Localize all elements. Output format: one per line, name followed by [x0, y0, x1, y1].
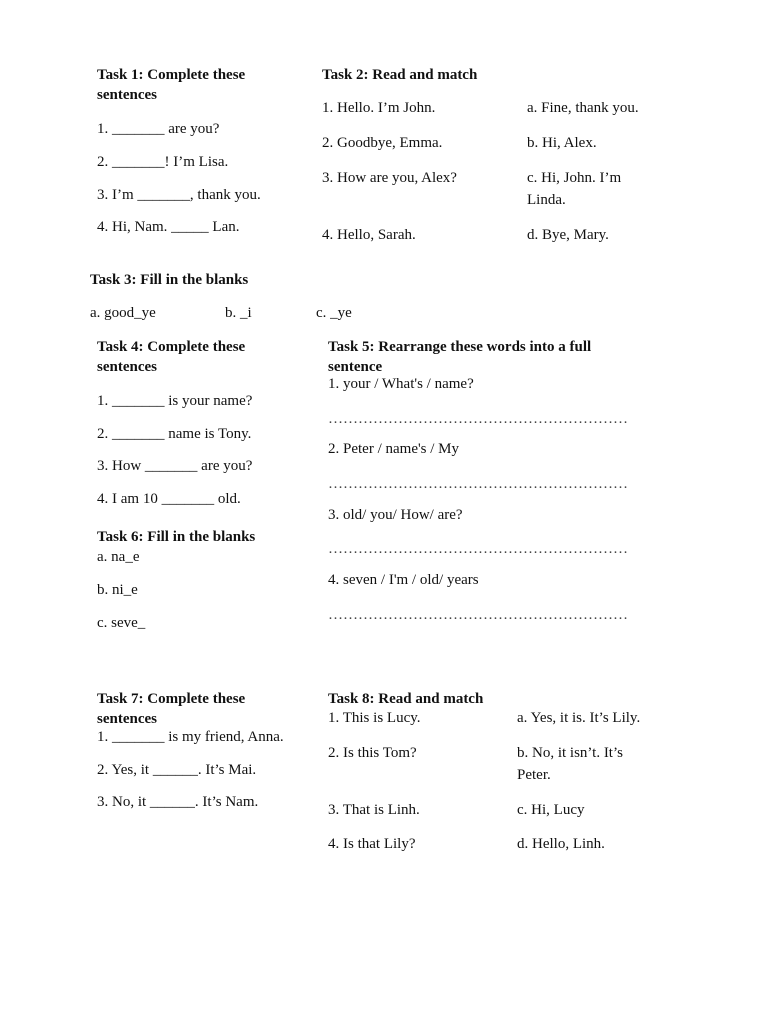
task4-item-2: 2. _______ name is Tony.: [97, 426, 252, 442]
task7-title: Task 7: Complete these sentences: [97, 691, 246, 727]
task1-item-1: 1. _______ are you?: [97, 121, 220, 137]
task5-title: Task 5: Rearrange these words into a full sentence: [328, 339, 592, 375]
task6-item-b: b. ni_e: [97, 582, 138, 598]
task6-title: Task 6: Fill in the blanks: [97, 529, 256, 545]
task5-item-1: 1. your / What's / name?: [328, 376, 474, 392]
task7-item-3: 3. No, it ______. It’s Nam.: [97, 794, 259, 810]
task5-answer-line-3: ……………………………………………………: [328, 541, 628, 557]
task8-right-b: b. No, it isn’t. It’s Peter.: [517, 745, 623, 783]
task3-item-c: c. _ye: [316, 305, 352, 321]
task3-item-b: b. _i: [225, 305, 252, 321]
task5-item-4: 4. seven / I'm / old/ years: [328, 572, 479, 588]
task2-right-c: c. Hi, John. I’m Linda.: [527, 170, 622, 208]
task8-right-d: d. Hello, Linh.: [517, 836, 605, 852]
task2-title: Task 2: Read and match: [322, 67, 478, 83]
task1-item-4: 4. Hi, Nam. _____ Lan.: [97, 219, 240, 235]
task5-answer-line-1: ……………………………………………………: [328, 411, 628, 427]
task4-item-4: 4. I am 10 _______ old.: [97, 491, 241, 507]
task2-right-b: b. Hi, Alex.: [527, 135, 597, 151]
task1-title: Task 1: Complete these sentences: [97, 67, 246, 103]
task5-answer-line-2: ……………………………………………………: [328, 476, 628, 492]
task4-item-3: 3. How _______ are you?: [97, 458, 253, 474]
task4-item-1: 1. _______ is your name?: [97, 393, 253, 409]
task8-right-a: a. Yes, it is. It’s Lily.: [517, 710, 641, 726]
task2-left-4: 4. Hello, Sarah.: [322, 227, 416, 243]
task7-item-2: 2. Yes, it ______. It’s Mai.: [97, 762, 257, 778]
task3-title: Task 3: Fill in the blanks: [90, 272, 249, 288]
task2-left-2: 2. Goodbye, Emma.: [322, 135, 443, 151]
task7-item-1: 1. _______ is my friend, Anna.: [97, 729, 284, 745]
task1-item-3: 3. I’m _______, thank you.: [97, 187, 261, 203]
task2-left-1: 1. Hello. I’m John.: [322, 100, 436, 116]
task8-left-4: 4. Is that Lily?: [328, 836, 416, 852]
task8-left-1: 1. This is Lucy.: [328, 710, 421, 726]
task2-right-d: d. Bye, Mary.: [527, 227, 609, 243]
task6-item-a: a. na_e: [97, 549, 140, 565]
task8-left-3: 3. That is Linh.: [328, 802, 420, 818]
task4-title: Task 4: Complete these sentences: [97, 339, 246, 375]
task8-left-2: 2. Is this Tom?: [328, 745, 417, 761]
task3-item-a: a. good_ye: [90, 305, 156, 321]
task1-item-2: 2. _______! I’m Lisa.: [97, 154, 229, 170]
task8-right-c: c. Hi, Lucy: [517, 802, 585, 818]
task2-right-a: a. Fine, thank you.: [527, 100, 639, 116]
task5-item-2: 2. Peter / name's / My: [328, 441, 460, 457]
task2-left-3: 3. How are you, Alex?: [322, 170, 457, 186]
task5-item-3: 3. old/ you/ How/ are?: [328, 507, 463, 523]
task8-title: Task 8: Read and match: [328, 691, 484, 707]
task6-item-c: c. seve_: [97, 615, 146, 631]
task5-answer-line-4: ……………………………………………………: [328, 607, 628, 623]
